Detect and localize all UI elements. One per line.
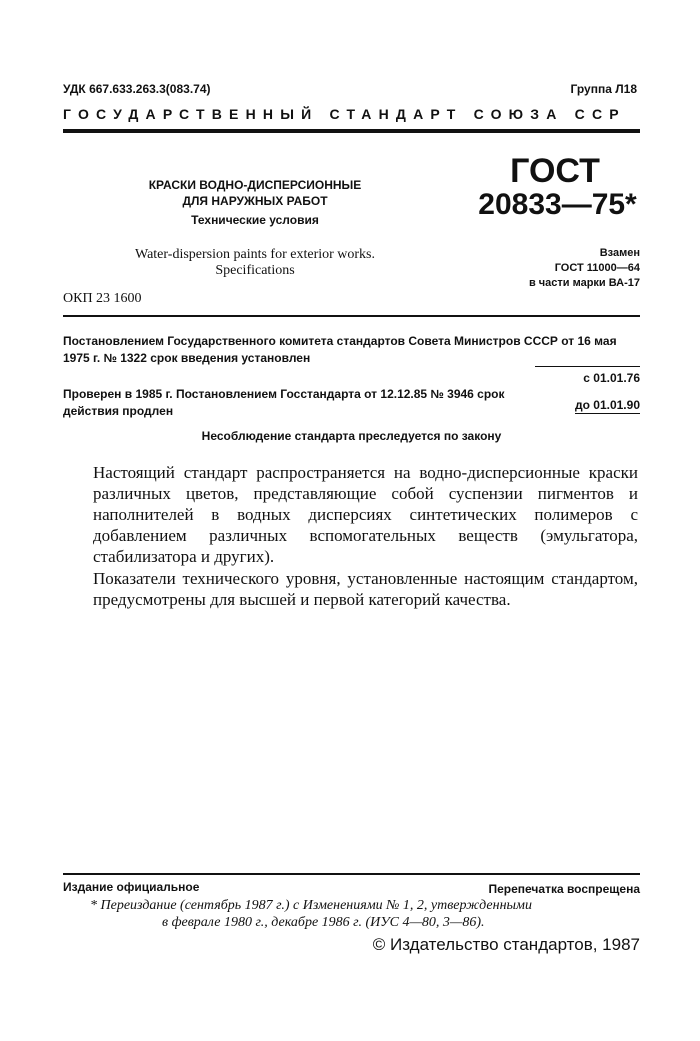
- copyright: © Издательство стандартов, 1987: [372, 935, 640, 954]
- replaces-note: [480, 246, 640, 291]
- date-rule: [535, 366, 640, 367]
- reissue-line-2: в феврале 1980 г., декабре 1986 г. (ИУС 4—80, 3—86).: [162, 915, 485, 930]
- group-code: Группа Л18: [570, 82, 637, 96]
- udk-code: УДК 667.633.263.3(083.74): [63, 82, 211, 96]
- state-standard-heading: ГОСУДАРСТВЕННЫЙ СТАНДАРТ СОЮЗА ССР: [63, 106, 626, 122]
- top-rule: [63, 129, 640, 133]
- document-subtitle: Технические условия: [191, 213, 319, 227]
- replaces-line-1: Взамен: [599, 247, 640, 259]
- revision-note: Проверен в 1985 г. Постановлением Госстандарта от 12.12.85 № 3946 срок действия продлен: [63, 387, 505, 418]
- decree-text: Постановлением Государственного комитета стандартов Совета Министров СССР от 16 мая 1975 г. № 1322 срок введения установлен: [63, 334, 617, 365]
- reissue-note: [90, 897, 630, 931]
- replaces-line-3: в части марки ВА-17: [528, 277, 640, 289]
- replaces-line-2: ГОСТ 11000—64: [554, 262, 640, 274]
- english-title: Water-dispersion paints for exterior works. Specifications: [134, 247, 376, 278]
- gost-number: 20833—75*: [478, 188, 637, 221]
- gost-label: ГОСТ: [510, 152, 600, 190]
- reissue-line-1: * Переиздание (сентябрь 1987 г.) с Изменениями № 1, 2, утвержденными: [90, 898, 532, 913]
- official-edition-label: Издание официальное: [63, 880, 200, 894]
- body-text: [93, 462, 638, 610]
- effective-date: с 01.01.76: [583, 371, 640, 385]
- penalty-note: Несоблюдение стандарта преследуется по закону: [201, 429, 502, 443]
- body-paragraph: Показатели технического уровня, установленные настоящим стандартом, предусмотрены для высшей и первой категорий качества.: [93, 569, 638, 609]
- reprint-forbidden-label: Перепечатка воспрещена: [488, 882, 640, 896]
- okp-code: ОКП 23 1600: [63, 291, 142, 306]
- extended-date: до 01.01.90: [575, 398, 640, 412]
- middle-rule: [63, 315, 640, 317]
- bottom-rule: [63, 873, 640, 875]
- document-title: КРАСКИ ВОДНО-ДИСПЕРСИОННЫЕ ДЛЯ НАРУЖНЫХ РАБОТ: [148, 178, 362, 208]
- body-paragraph: Настоящий стандарт распространяется на водно-дисперсионные краски различных цветов, представляющие собой суспензии пигментов и наполнителей в водных дисперсиях синтетических полимеров с добавлением различных вспомогательных веществ (эмульгатора, стабилизатора и других).: [93, 463, 638, 566]
